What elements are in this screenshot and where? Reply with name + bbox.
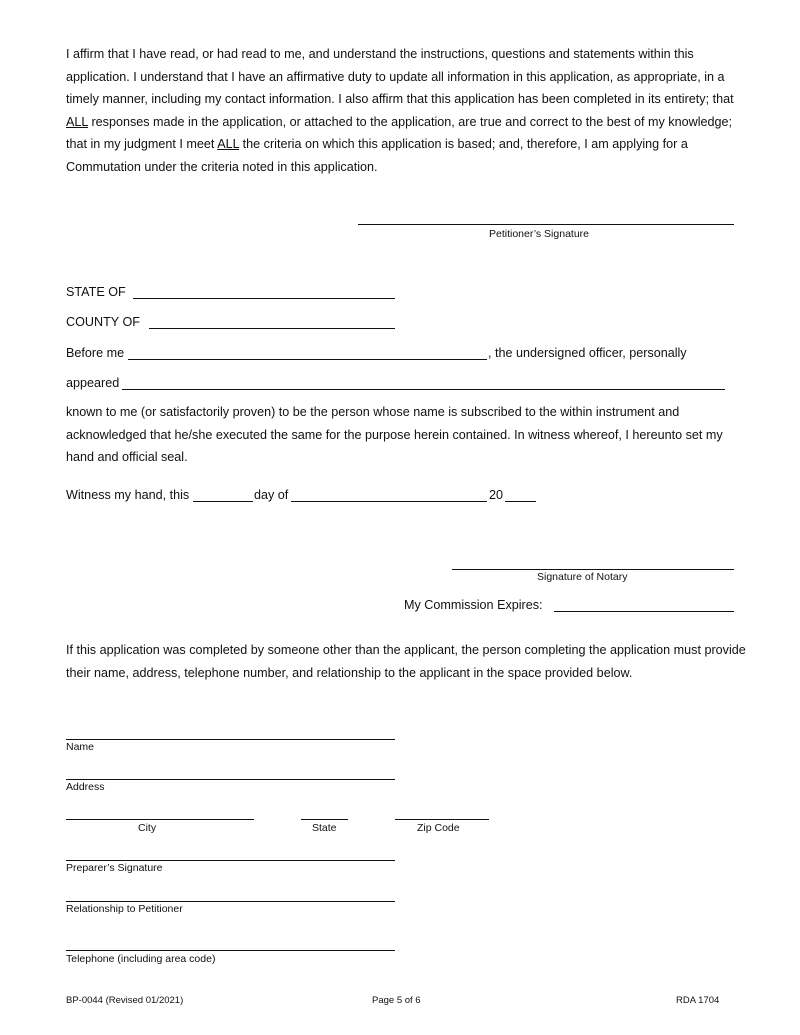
preparer-name-field[interactable] xyxy=(66,739,395,740)
appeared-name-field[interactable] xyxy=(122,389,725,390)
witness-year-field[interactable] xyxy=(505,501,536,502)
preparer-zip-label: Zip Code xyxy=(417,822,460,834)
witness-day-field[interactable] xyxy=(193,501,253,502)
state-of-label: STATE OF xyxy=(66,285,126,299)
state-of-field[interactable] xyxy=(133,298,395,299)
day-of-label: day of xyxy=(254,488,289,502)
preparer-name-label: Name xyxy=(66,741,95,753)
preparer-signature-label: Preparer’s Signature xyxy=(66,862,163,874)
officer-text: , the undersigned officer, personally xyxy=(488,346,687,360)
witness-label: Witness my hand, this xyxy=(66,488,190,502)
officer-name-field[interactable] xyxy=(128,359,487,360)
preparer-relationship-label: Relationship to Petitioner xyxy=(66,903,183,915)
appeared-label: appeared xyxy=(66,376,120,390)
petitioner-signature-label: Petitioner’s Signature xyxy=(489,228,590,240)
affirmation-paragraph xyxy=(66,43,746,178)
preparer-state-label: State xyxy=(312,822,337,834)
preparer-telephone-label: Telephone (including area code) xyxy=(66,953,216,965)
notary-statement: known to me (or satisfactorily proven) to be the person whose name is subscribed to the within instrument and acknowledged that he/she executed the same for the purpose herein contained. In witness whereof, I hereunto set my hand and official seal. xyxy=(66,405,723,464)
preparer-address-label: Address xyxy=(66,781,105,793)
witness-month-field[interactable] xyxy=(291,501,487,502)
affirmation-text: I affirm that I have read, or had read to me, and understand the instructions, questions and statements within this application. I understand that I have an affirmative duty to update all information in this application, as appropriate, in a timely manner, including my contact information. I also affirm that this application has been completed in its entirety; that xyxy=(66,47,734,106)
preparer-address-field[interactable] xyxy=(66,779,395,780)
county-of-field[interactable] xyxy=(149,328,395,329)
affirmation-text: the criteria on which this application is based; and, therefore, I am applying for a Commutation under the criteria noted in this application. xyxy=(66,137,688,174)
affirmation-text: responses made in the application, or attached to the application, are true and correct to the best of my knowledge; that in my judgment I meet xyxy=(66,114,733,151)
preparer-city-label: City xyxy=(138,822,157,834)
county-of-label: COUNTY OF xyxy=(66,315,140,329)
before-me-label: Before me xyxy=(66,346,125,360)
preparer-instructions: If this application was completed by someone other than the applicant, the person completing the application must provide their name, address, telephone number, and relationship to the applicant in the space provided below. xyxy=(66,643,746,680)
footer-page-number: Page 5 of 6 xyxy=(372,995,421,1006)
emphasis-all: ALL xyxy=(217,137,240,151)
commission-expires-label: My Commission Expires: xyxy=(404,598,543,612)
commission-expires-field[interactable] xyxy=(554,611,734,612)
notary-signature-label: Signature of Notary xyxy=(537,571,628,583)
year-prefix: 20 xyxy=(489,488,504,502)
footer-code: RDA 1704 xyxy=(676,995,720,1006)
emphasis-all: ALL xyxy=(66,114,88,129)
footer-form-id: BP-0044 (Revised 01/2021) xyxy=(66,995,184,1006)
petitioner-signature-line[interactable] xyxy=(358,224,734,225)
preparer-city-field[interactable] xyxy=(66,819,254,820)
